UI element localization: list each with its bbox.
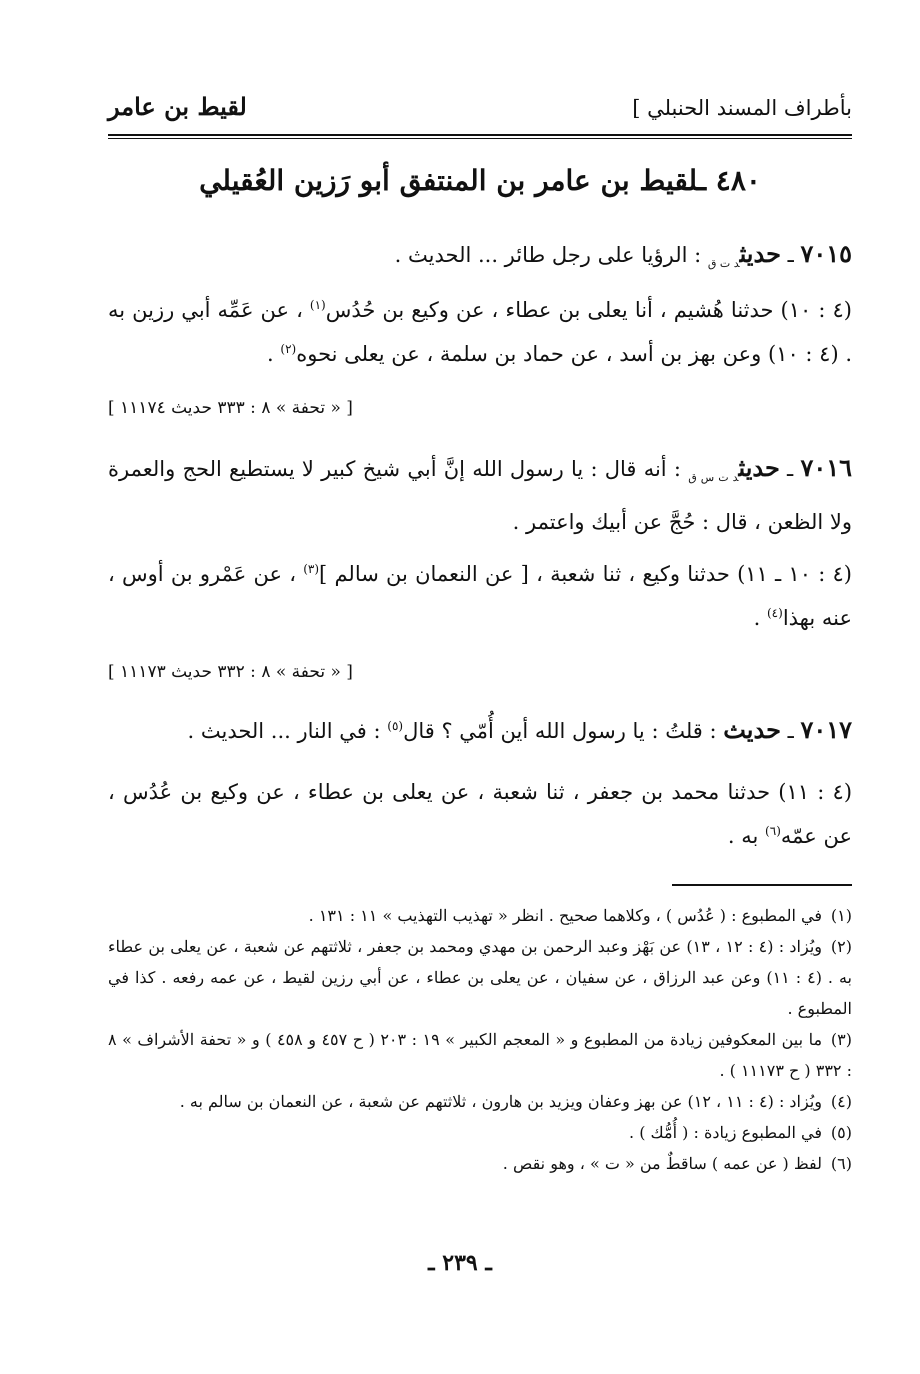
hadith-heading-7017	[108, 708, 852, 753]
hadith-number: ٧٠١٦	[800, 453, 852, 482]
running-header	[108, 92, 852, 132]
footnote-marker: (٣)	[303, 562, 320, 576]
footnote-marker: (٤)	[766, 606, 783, 620]
header-rule-thin	[108, 138, 852, 139]
hadith-isnad-7016	[108, 552, 852, 640]
isnad-text: (٤ : ١٠ ـ ١١) حدثنا وكيع ، ثنا شعبة ، [ عن النعمان بن سالم ]	[319, 562, 852, 586]
footnote-2	[108, 931, 852, 1024]
hadith-number: ٧٠١٧	[800, 715, 852, 744]
footnote-number: (٢)	[830, 937, 853, 956]
isnad-text: .	[753, 606, 767, 630]
isnad-text: (٤ : ١١) حدثنا محمد بن جعفر ، ثنا شعبة ، عن يعلى بن عطاء ، عن وكيع بن عُدُس ، عن عمّه	[108, 780, 853, 848]
isnad-text: .	[267, 342, 281, 366]
hadith-text: : الرؤيا على رجل طائر ... الحديث .	[394, 243, 708, 267]
section-title: ٤٨٠ ـلقيط بن عامر بن المنتفق أبو رَزين العُقيلي	[199, 164, 761, 197]
footnote-6	[108, 1148, 852, 1179]
isnad-text: ، عن عَمْرو بن أوس ، عنه بهذا	[108, 562, 852, 630]
footnote-text: في المطبوع : ( عُدُس ) ، وكلاهما صحيح . انظر « تهذيب التهذيب » ١١ : ١٣١ .	[308, 906, 822, 925]
hadith-word: حديث	[723, 715, 781, 744]
hadith-text: : في النار ... الحديث .	[187, 719, 388, 743]
hadith-symbols: د ت س ق	[688, 471, 739, 485]
reference-text: [ « تحفة » ٨ : ٣٣٢ حديث ١١١٧٣ ]	[108, 662, 353, 682]
footnote-number: (٣)	[830, 1030, 853, 1049]
footnote-text: ويُزاد : (٤ : ١٢ ، ١٣) عن بَهْز وعبد الرحمن بن مهدي ومحمد بن جعفر ، ثلاثتهم عن شعبة ، عن يعلى بن عطاء به . (٤ : ١١) وعن عبد الرزاق ، عن سفيان ، عن يعلى بن عطاء ، عن أبي رزين لقيط ، عن عمه رفعه . كذا في المطبوع .	[108, 937, 852, 1018]
tuhfa-reference-7015	[108, 398, 852, 418]
footnote-marker: (١)	[309, 298, 326, 312]
hadith-word: حديث	[738, 453, 780, 482]
footnote-marker: (٥)	[387, 719, 404, 733]
footnote-number: (٥)	[830, 1123, 852, 1142]
reference-text: [ « تحفة » ٨ : ٣٣٣ حديث ١١١٧٤ ]	[108, 398, 353, 418]
footnote-text: ويُزاد : (٤ : ١١ ، ١٢) عن بهز وعفان ويزيد بن هارون ، ثلاثتهم عن شعبة ، عن النعمان بن سالم به .	[179, 1092, 822, 1111]
isnad-text: (٤ : ١٠) حدثنا هُشيم ، أنا يعلى بن عطاء ، عن وكيع بن حُدُس	[325, 298, 852, 322]
header-chapter-title: لقيط بن عامر	[108, 92, 247, 121]
hadith-number: ٧٠١٥	[800, 239, 852, 268]
isnad-text: به .	[727, 824, 766, 848]
footnote-text: لفظ ( عن عمه ) ساقطٌ من « ت » ، وهو نقص .	[502, 1154, 822, 1173]
footnotes	[108, 900, 852, 1179]
footnote-number: (١)	[830, 906, 852, 925]
hadith-heading-7016	[108, 446, 852, 544]
hadith-symbols: د ت ق	[707, 257, 740, 271]
tuhfa-reference-7016	[108, 662, 852, 682]
hadith-text: : أنه قال : يا رسول الله إنَّ أبي شيخ كبير لا يستطيع الحج والعمرة ولا الظعن ، قال : حُجَّ عن أبيك واعتمر .	[108, 457, 852, 535]
hadith-word: حديث	[739, 239, 781, 268]
hadith-text: : قلتُ : يا رسول الله أين أُمّي ؟ قال	[403, 719, 724, 743]
hadith-isnad-7017	[108, 770, 852, 858]
footnote-3	[108, 1024, 852, 1086]
hadith-heading-7015	[108, 232, 852, 286]
footnote-number: (٤)	[830, 1092, 852, 1111]
footnote-number: (٦)	[830, 1154, 852, 1173]
header-rule	[108, 134, 852, 136]
footnote-5	[108, 1117, 852, 1148]
hadith-isnad-7015	[108, 288, 852, 376]
footnote-4	[108, 1086, 852, 1117]
footnote-marker: (٦)	[765, 824, 781, 838]
footnote-1	[108, 900, 852, 931]
hadith-dash: ـ	[780, 719, 801, 743]
footnote-text: ما بين المعكوفين زيادة من المطبوع و « المعجم الكبير » ١٩ : ٢٠٣ ( ح ٤٥٧ و ٤٥٨ ) و « تحفة الأشراف » ٨ : ٣٣٢ ( ح ١١١٧٣ ) .	[108, 1030, 852, 1080]
page-number: ـ ٢٣٩ ـ	[428, 1250, 492, 1276]
header-book-title: بأطراف المسند الحنبلي ]	[632, 96, 852, 120]
footnote-separator	[672, 884, 852, 886]
footnote-marker: (٢)	[280, 342, 297, 356]
footnote-text: في المطبوع زيادة : ( أُمُّك ) .	[629, 1123, 822, 1142]
hadith-dash: ـ	[779, 457, 801, 481]
hadith-dash: ـ	[780, 243, 801, 267]
isnad-text: ، عن عَمِّه أبي رزين به . (٤ : ١٠) وعن بهز بن أسد ، عن حماد بن سلمة ، عن يعلى نحوه	[108, 298, 852, 366]
